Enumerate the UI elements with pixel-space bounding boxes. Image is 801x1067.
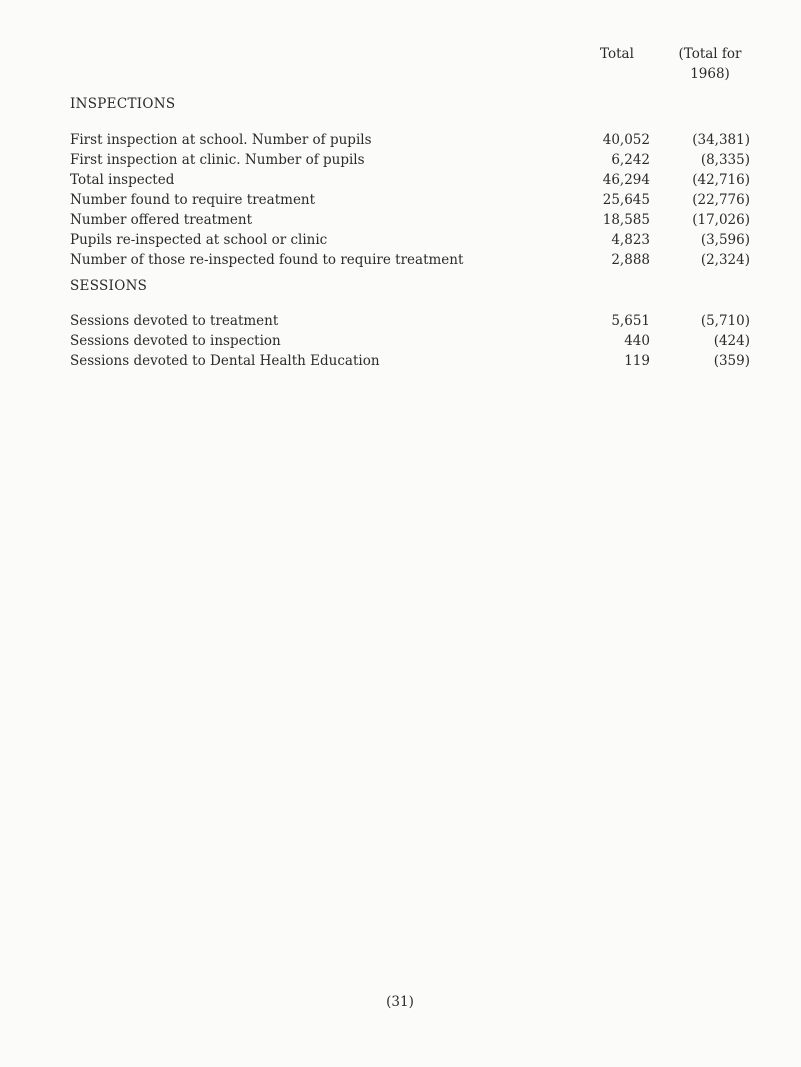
row-label: First inspection at school. Number of pupils [70,132,372,148]
row-total: 6,242 [611,152,650,168]
row-total: 4,823 [611,232,650,248]
table-row [70,311,750,331]
table-row [70,331,750,351]
row-prev-total: (424) [713,333,750,349]
column-header-total-label: Total [600,46,634,62]
table-row [70,170,750,190]
row-total: 119 [624,353,650,369]
page-number: (31) [386,994,414,1010]
row-prev-total: (359) [713,353,750,369]
table-row [70,150,750,170]
row-label: Sessions devoted to treatment [70,313,279,329]
column-header-prev-line1: (Total for [678,46,742,62]
row-label: Number of those re-inspected found to require treatment [70,252,464,268]
row-total: 5,651 [611,313,650,329]
row-prev-total: (8,335) [700,152,750,168]
table-row [70,190,750,210]
column-header-total [582,44,652,64]
row-label: Pupils re-inspected at school or clinic [70,232,328,248]
section-title-sessions: SESSIONS [70,278,148,294]
row-total: 2,888 [611,252,650,268]
row-total: 440 [624,333,650,349]
row-label: Sessions devoted to inspection [70,333,281,349]
table-row [70,250,750,270]
table-row [70,351,750,371]
row-label: Number found to require treatment [70,192,316,208]
row-label: Number offered treatment [70,212,253,228]
table-row [70,130,750,150]
table-row [70,230,750,250]
row-label: Total inspected [70,172,175,188]
row-prev-total: (22,776) [692,192,750,208]
column-header-total-1968 [660,44,760,84]
row-prev-total: (5,710) [700,313,750,329]
section-title-inspections: INSPECTIONS [70,96,176,112]
row-prev-total: (2,324) [700,252,750,268]
row-label: Sessions devoted to Dental Health Education [70,353,380,369]
row-prev-total: (34,381) [692,132,750,148]
row-total: 46,294 [602,172,650,188]
row-prev-total: (3,596) [700,232,750,248]
row-total: 25,645 [602,192,650,208]
row-total: 18,585 [602,212,650,228]
row-total: 40,052 [602,132,650,148]
table-row [70,210,750,230]
column-header-prev-line2: 1968) [690,66,730,82]
row-label: First inspection at clinic. Number of pupils [70,152,365,168]
row-prev-total: (17,026) [692,212,750,228]
row-prev-total: (42,716) [692,172,750,188]
